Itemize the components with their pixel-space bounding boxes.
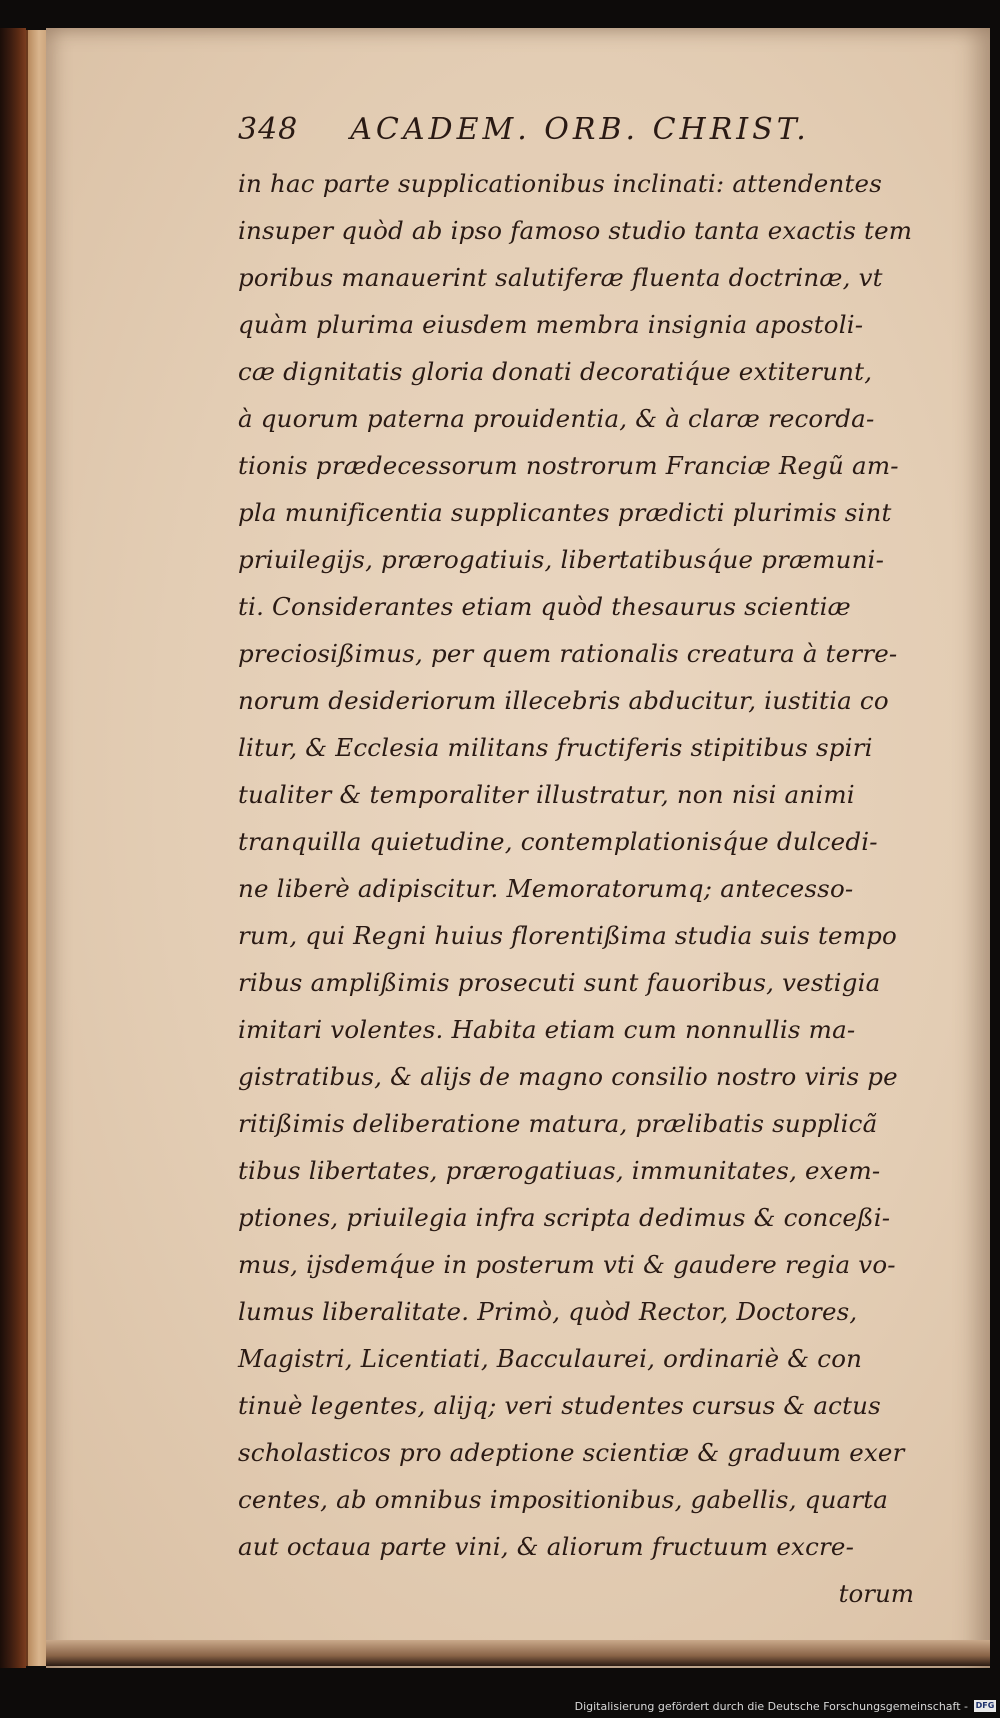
text-line: Magistri, Licentiati, Bacculaurei, ordinariè & con — [238, 1344, 863, 1373]
text-line: scholasticos pro adeptione scientiæ & graduum exer — [238, 1438, 905, 1467]
text-line: tionis prædecessorum nostrorum Franciæ Regũ am- — [238, 451, 899, 480]
page-number: 348 — [238, 112, 299, 147]
text-line: ne liberè adipiscitur. Memoratorumq; antecesso- — [238, 874, 854, 903]
text-line: quàm plurima eiusdem membra insignia apostoli- — [238, 310, 864, 339]
text-line: mus, ijsdemq́ue in posterum vti & gaudere regia vo- — [238, 1250, 896, 1279]
page-bottom-edge — [46, 1640, 990, 1666]
text-line: ritißimis deliberatione matura, prælibatis supplicã — [238, 1109, 878, 1138]
text-line: tibus libertates, prærogatiuas, immunitates, exem- — [238, 1156, 881, 1185]
running-head-title: ACADEM. ORB. CHRIST. — [350, 112, 810, 147]
page-text-block — [238, 112, 918, 1617]
text-line: aut octaua parte vini, & aliorum fructuum excre- — [238, 1532, 855, 1561]
text-line: pla munificentia supplicantes prædicti plurimis sint — [238, 498, 892, 527]
digitization-footer — [0, 1694, 1000, 1718]
text-line: insuper quòd ab ipso famoso studio tanta exactis tem — [238, 216, 913, 245]
text-line: tranquilla quietudine, contemplationisq́ue dulcedi- — [238, 827, 878, 856]
text-line: litur, & Ecclesia militans fructiferis stipitibus spiri — [238, 733, 873, 762]
text-line: in hac parte supplicationibus inclinati: attendentes — [238, 169, 882, 198]
body-text — [238, 160, 918, 1570]
text-line: ti. Considerantes etiam quòd thesaurus scientiæ — [238, 592, 851, 621]
text-line: priuilegijs, prærogatiuis, libertatibusq́ue præmuni- — [238, 545, 885, 574]
text-line: centes, ab omnibus impositionibus, gabellis, quarta — [238, 1485, 889, 1514]
text-line: rum, qui Regni huius florentißima studia suis tempo — [238, 921, 897, 950]
text-line: ribus amplißimis prosecuti sunt fauoribus, vestigia — [238, 968, 881, 997]
text-line: lumus liberalitate. Primò, quòd Rector, Doctores, — [238, 1297, 858, 1326]
text-line: tualiter & temporaliter illustratur, non nisi animi — [238, 780, 855, 809]
text-line: tinuè legentes, alijq; veri studentes cursus & actus — [238, 1391, 881, 1420]
catchword: torum — [838, 1579, 914, 1608]
text-line: poribus manauerint salutiferæ fluenta doctrinæ, vt — [238, 263, 883, 292]
text-line: gistratibus, & alijs de magno consilio nostro viris pe — [238, 1062, 898, 1091]
text-line: preciosißimus, per quem rationalis creatura à terre- — [238, 639, 898, 668]
text-line: norum desideriorum illecebris abducitur, iustitia co — [238, 686, 889, 715]
running-head — [238, 112, 918, 158]
text-line: imitari volentes. Habita etiam cum nonnullis ma- — [238, 1015, 856, 1044]
text-line: ptiones, priuilegia infra scripta dedimus & conceßi- — [238, 1203, 891, 1232]
text-line: cæ dignitatis gloria donati decoratiq́ue extiterunt, — [238, 357, 873, 386]
dfg-logo-icon: DFG — [975, 1701, 995, 1710]
text-line: à quorum paterna prouidentia, & à claræ recorda- — [238, 404, 875, 433]
funding-credit-text: Digitalisierung gefördert durch die Deutsche Forschungsgemeinschaft - — [574, 1699, 968, 1713]
book-binding-edge — [0, 28, 26, 1668]
